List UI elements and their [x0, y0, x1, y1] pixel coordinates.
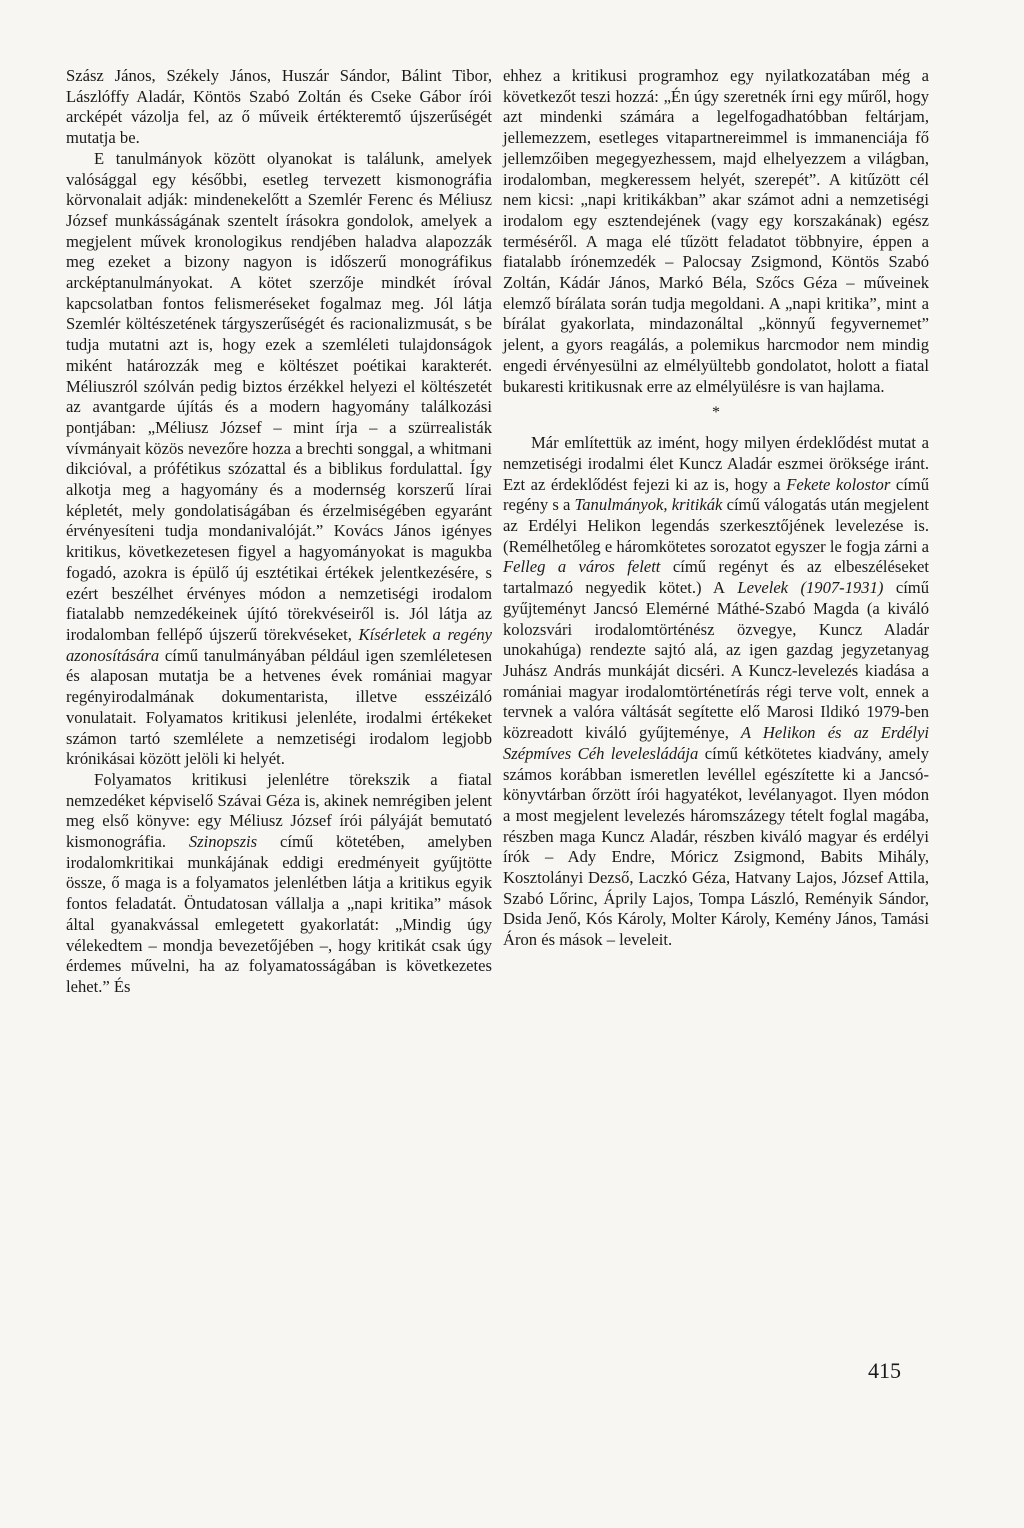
paragraph-3: [66, 770, 492, 998]
paragraph-3-tail: című kötetében, amelyben irodalomkritikai munkájának eddigi eredményeit gyűjtötte össze, ő maga is a folyamatos jelenlétben látja a kritikus egyik fontos feladatát. Öntudatosan vállalja a „napi kritika” mások által gyanakvással emlegetett gyakorlatát: „Mindig úgy vélekedtem – mondja bevezetőjében –, hogy kritikát csak úgy érdemes művelni, ha az folyamatosságában is következetes lehet.” És: [66, 832, 493, 996]
title-helikon: A Helikon és az Erdélyi Szépmíves Céh levelesládája: [503, 723, 929, 763]
paragraph-3-text: Folyamatos kritikusi jelenlétre törekszik a fiatal nemzedéket képviselő Szávai Géza is, akinek nemrégiben jelent meg első könyve: egy Méliusz József írói pályáját bemutató kismonográfia.: [66, 769, 492, 852]
paragraph-5-text: Már említettük az imént, hogy milyen érdeklődést mutat a nemzetiségi irodalmi élet Kuncz Aladár eszmei öröksége iránt. Ezt az érdeklődést fejezi ki az is, hogy a: [503, 433, 929, 494]
paragraph-2-tail: című tanulmányában például igen szemléletesen és alaposan mutatja be a hetvenes évek romániai magyar regényirodalmának dokumentarista, illetve esszéizáló vonulatait. Folyamatos kritikusi jelenléte, irodalmi értékeket számon tartó szemlélete a nemzetiségi irodalom legjobb krónikásai között jelöli ki helyét.: [66, 645, 492, 769]
page-number: 415: [868, 1358, 901, 1383]
paragraph-5: Már említettük az imént, hogy milyen érdeklődést mutat a nemzetiségi irodalmi élet Kuncz Aladár eszmei öröksége iránt. Ezt az érdeklődést fejezi ki az is, hogy a Fekete kolostor című regény s a Tanulmányok, kritikák című válogatás után megjelent az Erdélyi Helikon legendás szerkesztőjének levelezése is. (Remélhetőleg e háromkötetes sorozatot egyszer le fogja zárni a Felleg a város felett című regényt és az elbeszéléseket tartalmazó negyedik kötet.) A Levelek (1907-1931) című gyűjteményt Jancsó Elemérné Máthé-Szabó Magda (a kiváló kolozsvári irodalomtörténész özvegye, Kuncz Aladár unokahúga) rendezte sajtó alá, az igen gazdag jegyzetanyag Juhász András munkáját dicséri. A Kuncz-levelezés kiadása a romániai magyar irodalomtörténetírás régi terve volt, ennek a tervnek a valóra váltását segítette elő Marosi Ildikó 1979-ben közreadott kiváló gyűjteménye, A Helikon és az Erdélyi Szépmíves Céh levelesládája című kétkötetes kiadvány, amely számos korábban ismeretlen levéllel egészítette ki a Jancsó-könyvtárban őrzött írói hagyatékot, levélanyagot. Ilyen módon a most megjelent levelezés háromszázegy tételt foglal magába, részben maga Kuncz Aladár, részben kiváló magyar és erdélyi írók – Ady Endre, Móricz Zsigmond, Babits Mihály, Kosztolányi Dezső, Laczkó Géza, Hatvany Lajos, József Attila, Szabó Lőrinc, Áprily Lajos, Tompa László, Reményik Sándor, Dsida Jenő, Kós Károly, Molter Károly, Kemény János, Tamási Áron és mások – leveleit.: [503, 433, 930, 950]
section-divider: *: [712, 404, 720, 422]
title-fekete-kolostor: Fekete kolostor: [780, 474, 891, 494]
title-levelek: Levelek (1907-1931): [724, 578, 884, 598]
paragraph-2: [66, 149, 492, 770]
title-szinopszis: Szinopszis: [188, 832, 258, 852]
left-column: [66, 66, 492, 998]
title-tanulmanyok: Tanulmányok, kritikák: [570, 495, 723, 515]
paragraph-2-text: E tanulmányok között olyanokat is találunk, amelyek valósággal egy későbbi, esetleg tervezett kismonográfia körvonalait adják: mindenekelőtt a Szemlér Ferenc és Méliusz József munkásságának szentelt írásokra gondolok, amelyek a megjelent művek kronologikus rendjében haladva alapozzák meg ezeket a bizony nagyon is időszerű monográfikus arcképtanulmányokat. A kötet szerzője mindkét íróval kapcsolatban fontos felismeréseket fogalmaz meg. Jól látja Szemlér költészetének tárgyszerűségét és racionalizmusát, s be tudja mutatni azt is, hogy ezek a szemléleti tulajdonságok miként határozzák meg e költészet poétikai karakterét. Méliuszról szólván pedig biztos érzékkel helyezi el költészetét az avantgarde újítás és a modern hagyomány találkozási pontjában: „Méliusz József – mint írja – a szürrealisták vívmányait közös nevezőre hozza a brechti songgal, a whitmani dikcióval, a prófétikus szózattal és a biblikus fordulattal. Így alkotja meg a hagyomány és a modernség korszerű lírai képletét, mely gondolatiságában és érzelmiségében egyaránt érvényesíteni tudja mondanivalóját.” Kovács János igényes kritikus, következetesen figyel a hagyományokat is magukba fogadó, azokra is épülő új esztétikai értékek jelentkezésére, s ezért beszélhet érvényes módon a nemzetiségi irodalom fiatalabb nemzedékeinek újító törekvéseiről is. Jól látja az irodalomban fellépő újszerű törekvéseket,: [66, 148, 492, 644]
title-felleg: Felleg a város felett: [503, 557, 661, 577]
right-column: [503, 66, 929, 951]
title-kiserletek: Kísérletek a regény azonosítására: [66, 624, 492, 665]
paragraph-1: Szász János, Székely János, Huszár Sándor, Bálint Tibor, Lászlóffy Aladár, Köntös Szabó Zoltán és Cseke Gábor írói arcképét vázolja fel, az ő műveik értékteremtő újszerűségét mutatja be.: [66, 66, 492, 148]
paragraph-4: ehhez a kritikusi programhoz egy nyilatkozatában még a következőt teszi hozzá: „Én úgy szeretnék írni egy műről, hogy azt mindenki számára a legelfogadhatóbban feltárjam, jellemezzem, esetleges vitapartnereimmel is immanenciája fő jellemzőiben megegyezhessem, majd elhelyezzem a világban, irodalomban, megkeressem helyét, szerepét”. A kitűzött cél nem kicsi: „napi kritikákban” akar számot adni a nemzetiségi irodalom egy esztendejének (vagy egy korszakának) egész terméséről. A maga elé tűzött feladatot többnyire, éppen a fiatalabb írónemzedék – Palocsay Zsigmond, Köntös Szabó Zoltán, Kádár János, Markó Béla, Szőcs Géza – műveinek elemző bírálata során tudja megoldani. A „napi kritika”, mint a bírálat gyakorlata, mindazonáltal „könnyű fegyvernemet” jelent, a gyors reagálás, a polemikus harcmodor nem mindig engedi érvényesülni az elmélyültebb gondolatot, holott a fiatal bukaresti kritikusnak erre az elmélyülésre is van hajlama.: [503, 66, 929, 396]
